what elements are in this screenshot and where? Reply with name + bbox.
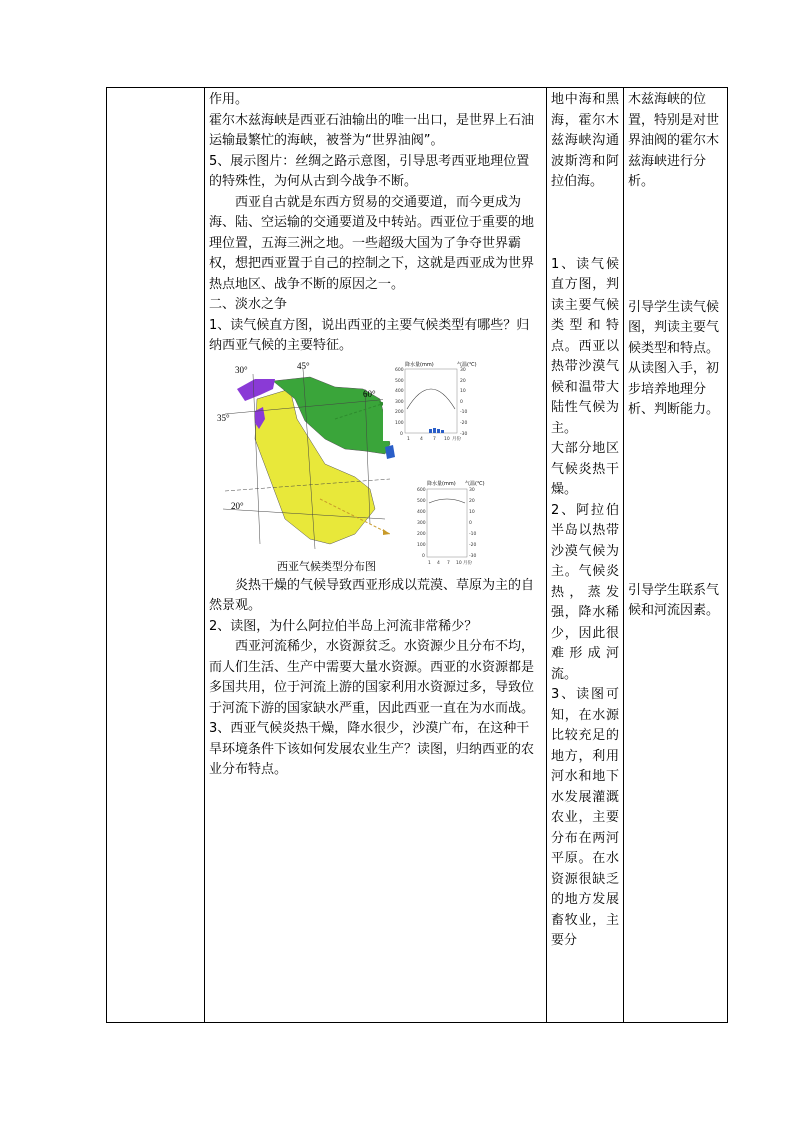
- svg-text:4: 4: [437, 560, 440, 566]
- svg-text:10: 10: [469, 509, 475, 515]
- paragraph: 1、读气候直方图，判读主要气候类型和特点。西亚以热带沙漠气候和温带大陆性气候为主。: [551, 256, 619, 436]
- svg-text:0: 0: [400, 431, 403, 437]
- lat-label: 60°: [363, 388, 376, 399]
- svg-text:7: 7: [433, 436, 436, 442]
- paragraph: 木兹海峡的位置，特别是对世界油阀的霍尔木兹海峡进行分析。: [628, 92, 720, 189]
- paragraph: 2、读图，为什么阿拉伯半岛上河流非常稀少？: [209, 618, 478, 634]
- svg-text:500: 500: [417, 498, 426, 504]
- design-intent-cell: [624, 88, 728, 1023]
- svg-text:气温(℃): 气温(℃): [465, 480, 485, 487]
- section-heading: 二、淡水之争: [209, 297, 288, 312]
- svg-text:100: 100: [417, 542, 426, 548]
- svg-text:200: 200: [417, 531, 426, 537]
- svg-text:1: 1: [407, 436, 410, 442]
- climate-map-figure: [215, 359, 485, 574]
- svg-text:7: 7: [447, 560, 450, 566]
- svg-text:300: 300: [395, 399, 404, 405]
- svg-text:200: 200: [395, 409, 404, 415]
- paragraph: 引导学生联系气候和河流因素。: [628, 582, 720, 618]
- lat-label: 30°: [235, 364, 248, 375]
- svg-text:10: 10: [460, 388, 466, 394]
- map-caption: 西亚气候类型分布图: [277, 559, 376, 573]
- svg-text:月份: 月份: [452, 436, 461, 442]
- paragraph: 引导学生读气候图，判读主要气候类型和特点。从读图入手，初步培养地理分析、判断能力。: [628, 299, 720, 417]
- svg-text:10: 10: [444, 436, 450, 442]
- svg-text:0: 0: [422, 553, 425, 559]
- svg-text:气温(℃): 气温(℃): [457, 361, 477, 368]
- table-row: [107, 88, 728, 1023]
- climate-chart-top: [383, 359, 480, 442]
- paragraph: 霍尔木兹海峡是西亚石油输出的唯一出口，是世界上石油运输最繁忙的海峡，被誉为“世界油阀”。: [209, 112, 535, 148]
- svg-text:20: 20: [460, 378, 466, 384]
- spacer: [628, 193, 723, 298]
- svg-text:降水量(mm): 降水量(mm): [405, 361, 434, 368]
- student-activity-cell: [547, 88, 624, 1023]
- svg-text:100: 100: [395, 420, 404, 426]
- paragraph: 3、读图可知，在水源比较充足的地方，利用河水和地下水发展灌溉农业，主要分布在两河平原。在水资源很缺乏的地方发展畜牧业，主要分: [551, 687, 619, 948]
- lat-label: 45°: [297, 360, 310, 371]
- svg-text:-20: -20: [469, 542, 477, 548]
- climate-chart-bottom: [405, 477, 485, 572]
- empty-cell: [107, 88, 205, 1023]
- svg-text:600: 600: [417, 487, 426, 493]
- lat-label: 35°: [217, 412, 230, 423]
- lesson-plan-table: [106, 87, 728, 1023]
- paragraph: 大部分地区气候炎热干燥。: [551, 441, 619, 497]
- svg-text:30: 30: [460, 367, 466, 373]
- svg-text:-10: -10: [469, 531, 477, 537]
- paragraph: 西亚自古就是东西方贸易的交通要道，而今更成为海、陆、空运输的交通要道及中转站。西亚位于重要的地理位置，五海三洲之地。一些超级大国为了争夺世界霸权，想把西亚置于自己的控制之下，这就是西亚成为世界热点地区、战争不断的原因之一。: [209, 194, 535, 292]
- svg-text:-10: -10: [460, 409, 468, 415]
- paragraph: 作用。: [209, 92, 249, 107]
- paragraph: 地中海和黑海，霍尔木兹海峡沟通波斯湾和阿拉伯海。: [551, 92, 619, 189]
- paragraph: 5、展示图片：丝绸之路示意图，引导思考西亚地理位置的特殊性，为何从古到今战争不断。: [209, 153, 530, 189]
- svg-text:400: 400: [417, 509, 426, 515]
- svg-text:500: 500: [395, 378, 404, 384]
- svg-text:-20: -20: [460, 420, 468, 426]
- svg-text:600: 600: [395, 367, 404, 373]
- svg-text:-30: -30: [460, 431, 468, 437]
- svg-text:月份: 月份: [463, 560, 472, 566]
- paragraph: 西亚河流稀少，水资源贫乏。水资源少且分布不均，而人们生活、生产中需要大量水资源。西亚的水资源都是多国共用，位于河流上游的国家利用水资源过多，导致位于河流下游的国家缺水严重，因此西亚一直在为水而战。: [209, 639, 535, 716]
- svg-text:30: 30: [469, 487, 475, 493]
- svg-text:1: 1: [428, 560, 431, 566]
- paragraph: 1、读气候直方图，说出西亚的主要气候类型有哪些？归纳西亚气候的主要特征。: [209, 317, 530, 353]
- svg-text:-30: -30: [469, 553, 477, 559]
- svg-text:400: 400: [395, 388, 404, 394]
- svg-text:降水量(mm): 降水量(mm): [427, 480, 456, 487]
- svg-text:10: 10: [456, 560, 462, 566]
- paragraph: 2、阿拉伯半岛以热带沙漠气候为主。气候炎热，蒸发强，降水稀少，因此很难形成河流。: [551, 502, 619, 682]
- svg-text:0: 0: [469, 520, 472, 526]
- paragraph: 3、西亚气候炎热干燥，降水很少，沙漠广布，在这种干旱环境条件下该如何发展农业生产？读图，归纳西亚的农业分布特点。: [209, 721, 535, 777]
- svg-text:20: 20: [469, 498, 475, 504]
- spacer: [628, 421, 723, 581]
- spacer: [551, 193, 619, 255]
- svg-text:300: 300: [417, 520, 426, 526]
- teaching-process-cell: [205, 88, 547, 1023]
- lat-label: 20°: [231, 500, 244, 511]
- sea-region: [385, 445, 395, 459]
- paragraph: 炎热干燥的气候导致西亚形成以荒漠、草原为主的自然景观。: [209, 577, 535, 613]
- svg-text:0: 0: [460, 399, 463, 405]
- svg-text:4: 4: [420, 436, 423, 442]
- climate-map-svg: [215, 359, 485, 574]
